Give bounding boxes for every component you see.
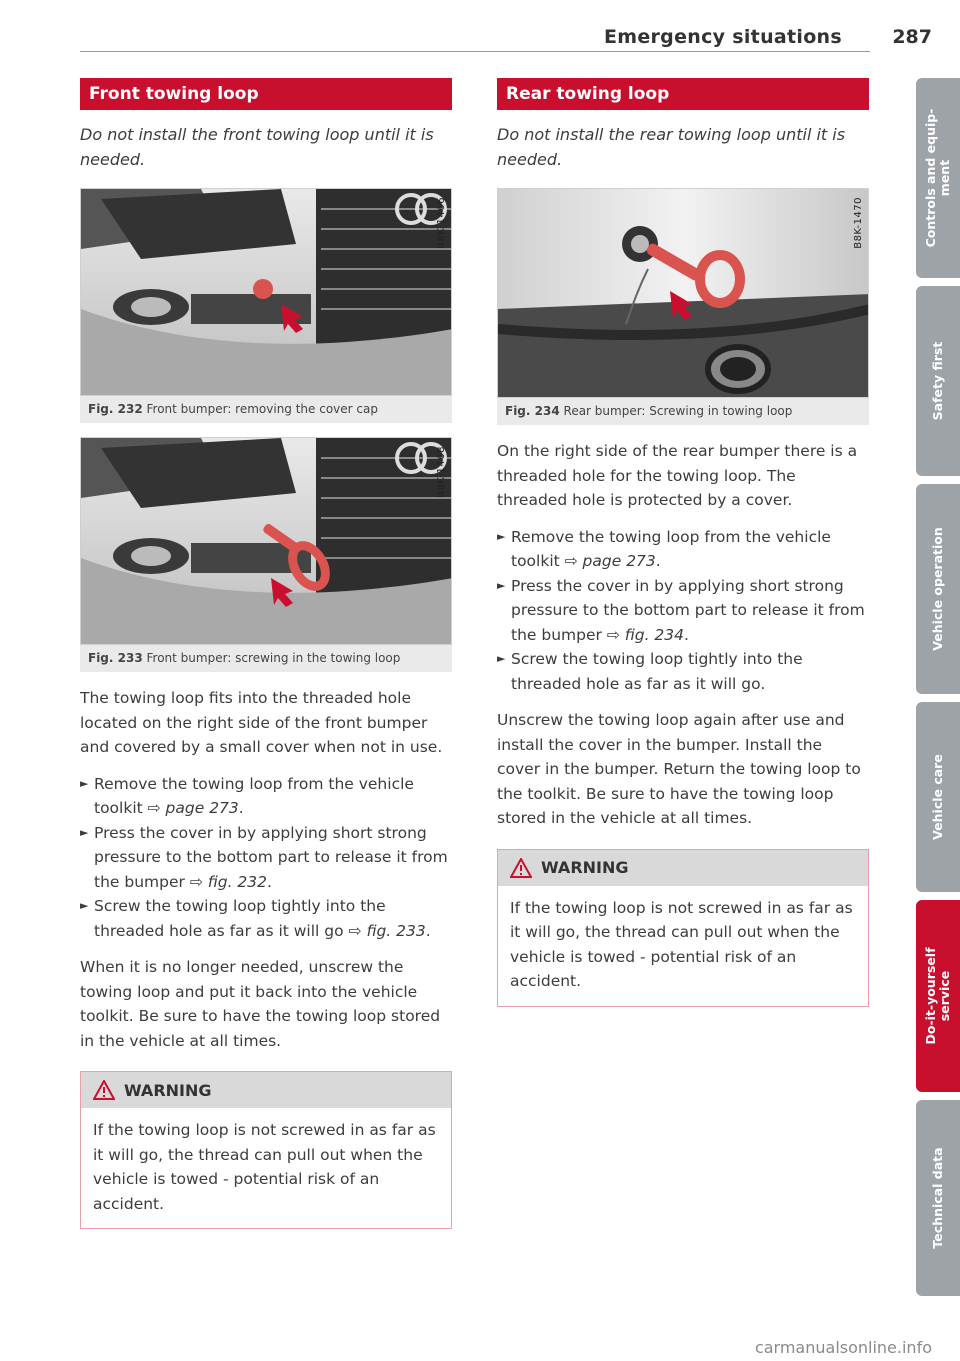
- section-heading-front: Front towing loop: [80, 78, 452, 110]
- warning-text: If the towing loop is not screwed in as far as it will go, the thread can pull out when the vehicle is towed - potential risk of an accident.: [93, 1121, 436, 1213]
- body-paragraph: The towing loop fits into the threaded hole located on the right side of the front bumper and covered by a small cover when not in use.: [80, 689, 443, 756]
- left-column: [80, 78, 452, 1229]
- warning-title: WARNING: [541, 858, 629, 877]
- list-item: ► Screw the towing loop tightly into the threaded hole as far as it will go ⇨ fig. 233.: [80, 894, 452, 943]
- warning-triangle-icon: [93, 1080, 115, 1100]
- header-rule: [80, 51, 870, 52]
- figure-code: B8K-1468: [436, 446, 447, 498]
- figure-reference-link[interactable]: ⇨ fig. 233: [348, 921, 426, 940]
- caption-text: Front bumper: removing the cover cap: [146, 402, 378, 416]
- intro-front: Do not install the front towing loop until it is needed.: [80, 125, 434, 169]
- caption-label: Fig. 233: [88, 651, 143, 665]
- caption-233: [80, 645, 452, 672]
- body-paragraph: When it is no longer needed, unscrew the towing loop and put it back into the vehicle toolkit. Be sure to have the towing loop stored in the vehicle at all times.: [80, 958, 441, 1050]
- caption-232: [80, 396, 452, 423]
- page-reference-link[interactable]: ⇨ page 273: [564, 552, 656, 570]
- list-item: ► Screw the towing loop tightly into the threaded hole as far as it will go.: [497, 647, 869, 696]
- warning-header: [81, 1072, 451, 1108]
- figure-reference-link[interactable]: ⇨ fig. 234: [606, 625, 685, 644]
- tab-controls-and-equipment[interactable]: Controls and equip- ment: [916, 78, 960, 278]
- steps-list-rear: [497, 525, 869, 697]
- tab-safety-first[interactable]: Safety first: [916, 286, 960, 476]
- list-item: ► Press the cover in by applying short strong pressure to the bottom part to release it from the bumper ⇨ fig. 232.: [80, 821, 452, 895]
- figure-code: B8K-1470: [853, 197, 864, 249]
- figure-code: B8K-1466: [436, 197, 447, 249]
- caption-234: [497, 398, 869, 425]
- warning-box: [497, 849, 869, 1007]
- rear-bumper-loop-illustration: [498, 189, 869, 397]
- triangle-bullet-icon: ►: [497, 578, 506, 592]
- triangle-bullet-icon: ►: [497, 529, 506, 543]
- page-reference-link[interactable]: ⇨ page 273: [147, 799, 239, 817]
- front-bumper-cover-illustration: [81, 189, 452, 395]
- triangle-bullet-icon: ►: [80, 899, 89, 912]
- warning-text: If the towing loop is not screwed in as far as it will go, the thread can pull out when the vehicle is towed - potential risk of an accident.: [510, 898, 853, 990]
- body-paragraph: Unscrew the towing loop again after use and install the cover in the bumper. Install the cover in the bumper. Return the towing loop to the toolkit. Be sure to have the towing loop stored in the vehicle at all times.: [497, 711, 861, 827]
- figure-234: [497, 188, 869, 398]
- caption-label: Fig. 232: [88, 402, 143, 416]
- list-item: ► Press the cover in by applying short strong pressure to the bottom part to release it from the bumper ⇨ fig. 234.: [497, 574, 869, 648]
- running-header-title: Emergency situations: [603, 26, 842, 48]
- tab-vehicle-care[interactable]: Vehicle care: [916, 702, 960, 892]
- tab-technical-data[interactable]: Technical data: [916, 1100, 960, 1296]
- page-number: 287: [892, 26, 932, 48]
- tab-vehicle-operation[interactable]: Vehicle operation: [916, 484, 960, 694]
- warning-box: [80, 1071, 452, 1229]
- warning-header: [498, 850, 868, 886]
- caption-text: Rear bumper: Screwing in towing loop: [563, 404, 793, 418]
- watermark: carmanualsonline.info: [754, 1338, 932, 1357]
- section-heading-rear: Rear towing loop: [497, 78, 869, 110]
- list-item: ► Remove the towing loop from the vehicle toolkit ⇨ page 273.: [497, 525, 869, 574]
- triangle-bullet-icon: ►: [80, 776, 89, 790]
- figure-233: [80, 437, 452, 645]
- caption-text: Front bumper: screwing in the towing loop: [146, 651, 401, 665]
- triangle-bullet-icon: ►: [497, 652, 506, 665]
- warning-triangle-icon: [510, 858, 532, 878]
- right-column: [497, 78, 869, 1007]
- intro-rear: Do not install the rear towing loop until it is needed.: [497, 125, 846, 169]
- steps-list-front: [80, 772, 452, 944]
- list-item: ► Remove the towing loop from the vehicle toolkit ⇨ page 273.: [80, 772, 452, 821]
- figure-232: [80, 188, 452, 396]
- triangle-bullet-icon: ►: [80, 825, 89, 839]
- tab-do-it-yourself-service[interactable]: Do-it-yourself service: [916, 900, 960, 1092]
- figure-reference-link[interactable]: ⇨ fig. 232: [189, 872, 268, 891]
- warning-title: WARNING: [124, 1080, 212, 1100]
- body-paragraph: On the right side of the rear bumper there is a threaded hole for the towing loop. The threaded hole is protected by a cover.: [497, 442, 858, 509]
- caption-label: Fig. 234: [505, 404, 560, 418]
- front-bumper-loop-illustration: [81, 438, 452, 644]
